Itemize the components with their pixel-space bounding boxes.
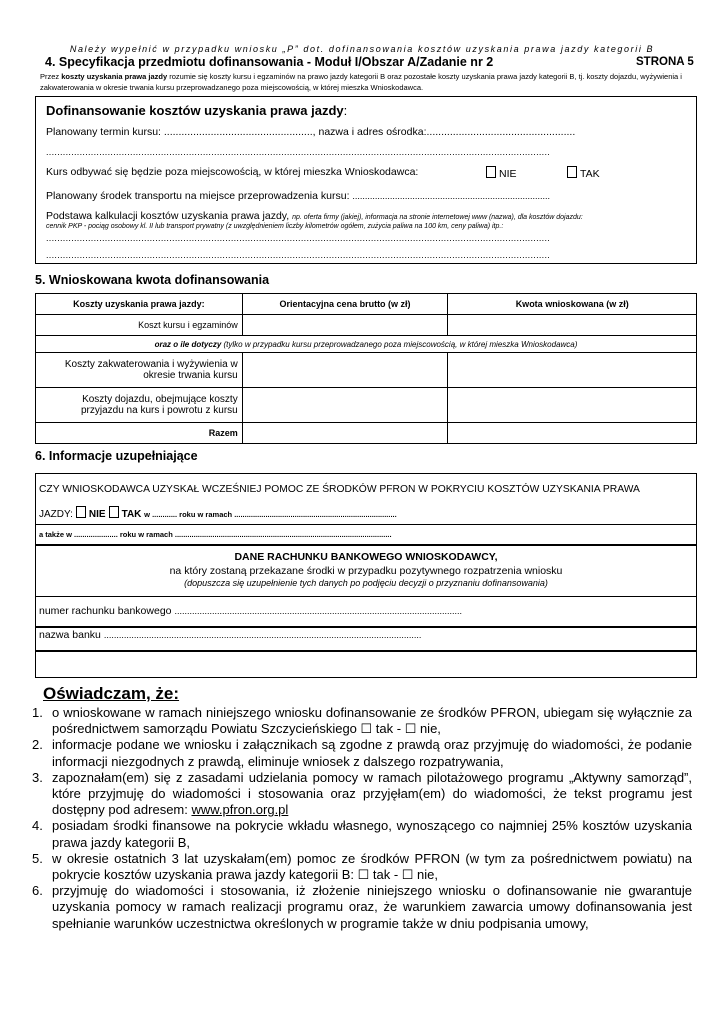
amount-cell[interactable] — [448, 353, 697, 388]
page-number: STRONA 5 — [636, 56, 694, 68]
declaration-item: 4. posiadam środki finansowe na pokrycie wkładu własnego, wynoszącego co najmniej 25% kosztów uzyskania prawa jazdy kategorii B, — [32, 818, 692, 850]
bank-subtitle: na który zostaną przekazane środki w przypadku pozytywnego rozpatrzenia wniosku — [169, 565, 563, 577]
pfron-link[interactable]: www.pfron.org.pl — [191, 802, 289, 818]
additional-info-heading: 6. Informacje uzupełniające — [35, 449, 198, 463]
declaration-item: 6. przyjmuję do wiadomości i stosowania, iż złożenie niniejszego wniosku o dofinansowanie nie gwarantuje uzyskania pomocy w ramach realizacji programu oraz, że warunkiem zawarcia umowy dofinansowania jest spełnianie warunków uczestnictwa określonych w programie także w dniu podpisania umowy, — [32, 883, 692, 931]
additional-info-box — [35, 473, 697, 678]
basis-row: Podstawa kalkulacji kosztów uzyskania prawa jazdy, np. oferta firmy (jakiej), informacja na stronie internetowej www (nazwa), dla kosztów dojazdu: — [46, 210, 583, 222]
declaration-item: 3. zapoznałam(em) się z zasadami udzielania pomocy w ramach pilotażowego programu „Aktywny samorząd”, które przyjmuję do wiadomości i stosowania oraz przyjęłam(em) do wiadomości, że tekst programu jest dostępny pod adresem: www.pfron.org.pl — [32, 769, 692, 818]
planned-date-row[interactable]: Planowany termin kursu: ..................................................., nazwa i adres ośrodka:................................................... — [46, 126, 576, 138]
section-title: 4. Specyfikacja przedmiotu dofinansowania - Moduł I/Obszar A/Zadanie nr 2 — [45, 55, 494, 69]
amount-cell[interactable] — [448, 315, 697, 336]
bank-title: DANE RACHUNKU BANKOWEGO WNIOSKODAWCY, — [234, 551, 498, 563]
prior-aid-also[interactable]: a także w ..................... roku w ramach ........................................................................................................ — [39, 530, 392, 539]
column-header: Kwota wnioskowana (w zł) — [448, 294, 697, 315]
no-checkbox[interactable] — [76, 506, 86, 518]
prior-aid-question: CZY WNIOSKODAWCA UZYSKAŁ WCZEŚNIEJ POMOC ZE ŚRODKÓW PFRON W POKRYCIU KOSZTÓW UZYSKANIA PRAWA — [39, 484, 640, 495]
account-number-field[interactable]: numer rachunku bankowego ................................................................................................................... — [39, 605, 462, 617]
optional-note: oraz o ile dotyczy (tylko w przypadku kursu przeprowadzanego poza miejscowością, w której mieszka Wnioskodawca) — [36, 336, 697, 353]
dots-line[interactable]: .................................................................................................................................................................................... — [46, 250, 551, 260]
row-label: Razem — [36, 423, 243, 444]
declaration-item: 1. o wnioskowane w ramach niniejszego wniosku dofinansowanie ze środków PFRON, ubiegam się wyłącznie za pośrednictwem samorządu Powiatu Szczycieńskiego ☐ tak - ☐ nie, — [32, 705, 692, 737]
declaration-heading: Oświadczam, że: — [43, 684, 180, 703]
yes-checkbox[interactable] — [567, 166, 577, 178]
amount-cell[interactable] — [448, 388, 697, 423]
column-header: Koszty uzyskania prawa jazdy: — [36, 294, 243, 315]
transport-row[interactable]: Planowany środek transportu na miejsce przeprowadzenia kursu: ............................................................................... — [46, 190, 550, 202]
row-label: Koszty dojazdu, obejmujące koszty przyjazdu na kurs i powrotu z kursu — [36, 388, 243, 423]
outside-yes[interactable]: TAK — [564, 166, 600, 180]
intro-text: Przez koszty uzyskania prawa jazdy rozumie się koszty kursu i egzaminów na prawo jazdy kategorii B oraz pozostałe koszty uzyskania prawa jazdy kategorii B, tj. koszty dojazdu, wyżywienia i zakwaterowania w okresie trwania kursu przeprowadzanego poza miejscowością, w której mieszka Wnioskodawca. — [40, 72, 682, 92]
price-cell[interactable] — [242, 353, 448, 388]
course-heading: Dofinansowanie kosztów uzyskania prawa jazdy: — [46, 103, 348, 118]
amount-heading: 5. Wnioskowana kwota dofinansowania — [35, 273, 270, 287]
price-cell[interactable] — [242, 388, 448, 423]
yes-checkbox[interactable] — [109, 506, 119, 518]
no-checkbox[interactable] — [486, 166, 496, 178]
price-cell[interactable] — [242, 423, 448, 444]
amount-cell[interactable] — [448, 423, 697, 444]
bank-note: (dopuszcza się uzupełnienie tych danych po podjęciu decyzji o przyznaniu dofinansowania) — [184, 578, 548, 588]
declaration-item: 2. informacje podane we wniosku i załącznikach są zgodne z prawdą oraz przyjmuję do wiadomości, że podanie informacji niezgodnych z prawdą, eliminuje wniosek z dalszego rozpatrywania, — [32, 737, 692, 769]
prior-aid-answer[interactable]: JAZDY: NIE TAK w ............ roku w ramach .............................................................................. — [39, 506, 397, 520]
column-header: Orientacyjna cena brutto (w zł) — [242, 294, 448, 315]
dots-line[interactable]: .................................................................................................................................................................................... — [46, 233, 551, 243]
declaration-item: 5. w okresie ostatnich 3 lat uzyskałam(em) pomoc ze środków PFRON (w tym za pośrednictwem powiatu) na pokrycie kosztów uzyskania prawa jazdy kategorii B: ☐ tak - ☐ nie, — [32, 850, 692, 883]
declaration-list — [32, 705, 692, 932]
row-label: Koszty zakwaterowania i wyżywienia w okresie trwania kursu — [36, 353, 243, 388]
outside-question: Kurs odbywać się będzie poza miejscowością, w której mieszka Wnioskodawca: — [46, 166, 419, 178]
cost-table — [35, 293, 697, 444]
price-cell[interactable] — [242, 315, 448, 336]
course-info-box — [35, 96, 697, 264]
bank-name-field[interactable]: nazwa banku ............................................................................................................................... — [39, 629, 422, 641]
form-note: Należy wypełnić w przypadku wniosku „P” dot. dofinansowania kosztów uzyskania prawa jazdy kategorii B — [69, 44, 655, 54]
row-label: Koszt kursu i egzaminów — [36, 315, 243, 336]
dots-line[interactable]: .................................................................................................................................................................................... — [46, 147, 551, 157]
basis-note: cennik PKP - pociąg osobowy kl. II lub transport prywatny (z uwzględnieniem liczby kilometrów ogółem, zużycia paliwa na 100 km, ceny paliwa) itp.: — [46, 223, 504, 230]
outside-no[interactable]: NIE — [483, 166, 517, 180]
